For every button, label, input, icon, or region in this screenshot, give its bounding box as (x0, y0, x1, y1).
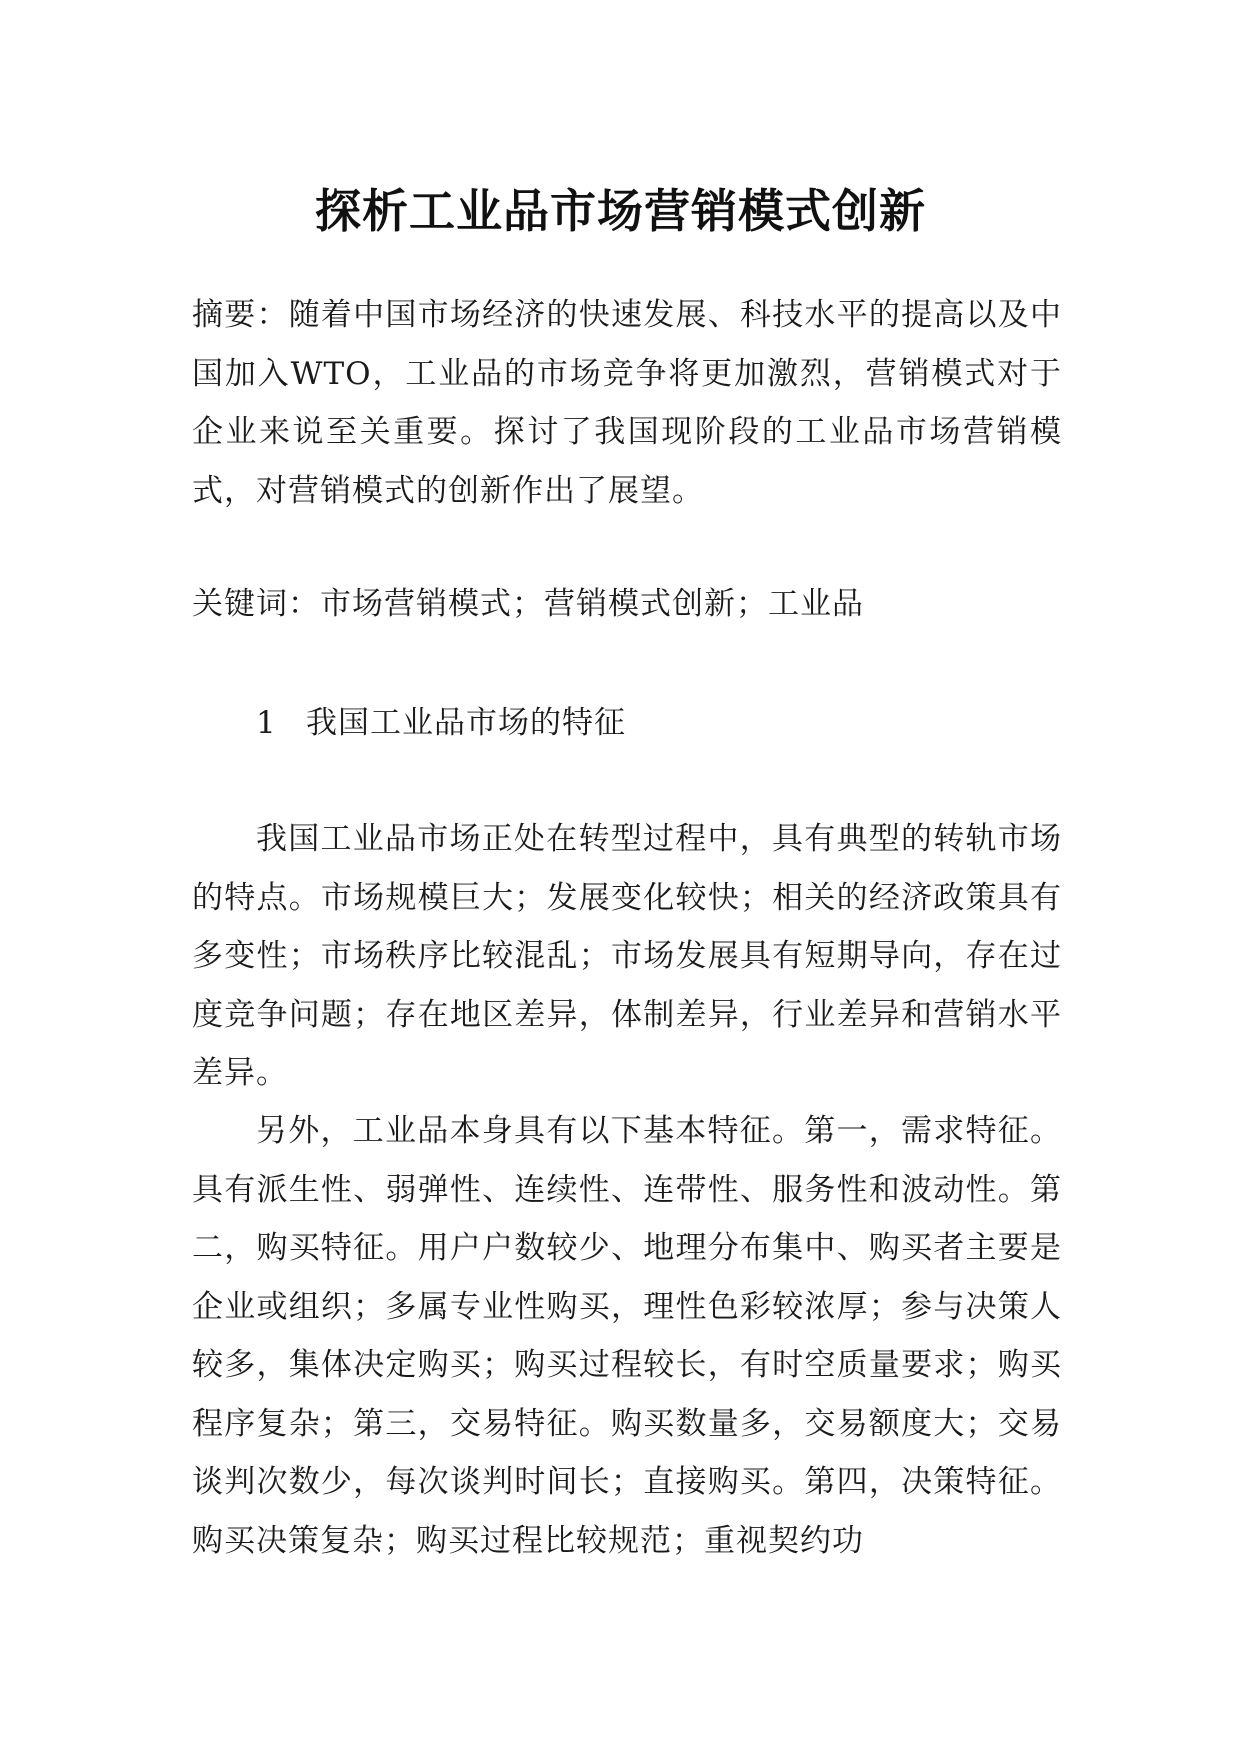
section-heading (256, 694, 1056, 753)
section-heading-text: 我国工业品市场的特征 (306, 705, 626, 741)
section-number: 1 (256, 705, 277, 741)
abstract-paragraph: 摘要：随着中国市场经济的快速发展、科技水平的提高以及中国加入WTO，工业品的市场竞争将更加激烈，营销模式对于企业来说至关重要。探讨了我国现阶段的工业品市场营销模式，对营销模式的创新作出了展望。 (192, 297, 1062, 509)
keywords-line: 关键词：市场营销模式；营销模式创新；工业品 (192, 586, 864, 622)
body-paragraph: 另外，工业品本身具有以下基本特征。第一，需求特征。具有派生性、弱弹性、连续性、连带性、服务性和波动性。第二，购买特征。用户户数较少、地理分布集中、购买者主要是企业或组织；多属专业性购买，理性色彩较浓厚；参与决策人较多，集体决定购买；购买过程较长，有时空质量要求；购买程序复杂；第三，交易特征。购买数量多，交易额度大；交易谈判次数少，每次谈判时间长；直接购买。第四，决策特征。购买决策复杂；购买过程比较规范；重视契约功 (192, 1113, 1062, 1559)
body-paragraph: 我国工业品市场正处在转型过程中，具有典型的转轨市场的特点。市场规模巨大；发展变化较快；相关的经济政策具有多变性；市场秩序比较混乱；市场发展具有短期导向，存在过度竞争问题；存在地区差异，体制差异，行业差异和营销水平差异。 (192, 821, 1062, 1091)
document-title: 探析工业品市场营销模式创新 (315, 183, 926, 238)
